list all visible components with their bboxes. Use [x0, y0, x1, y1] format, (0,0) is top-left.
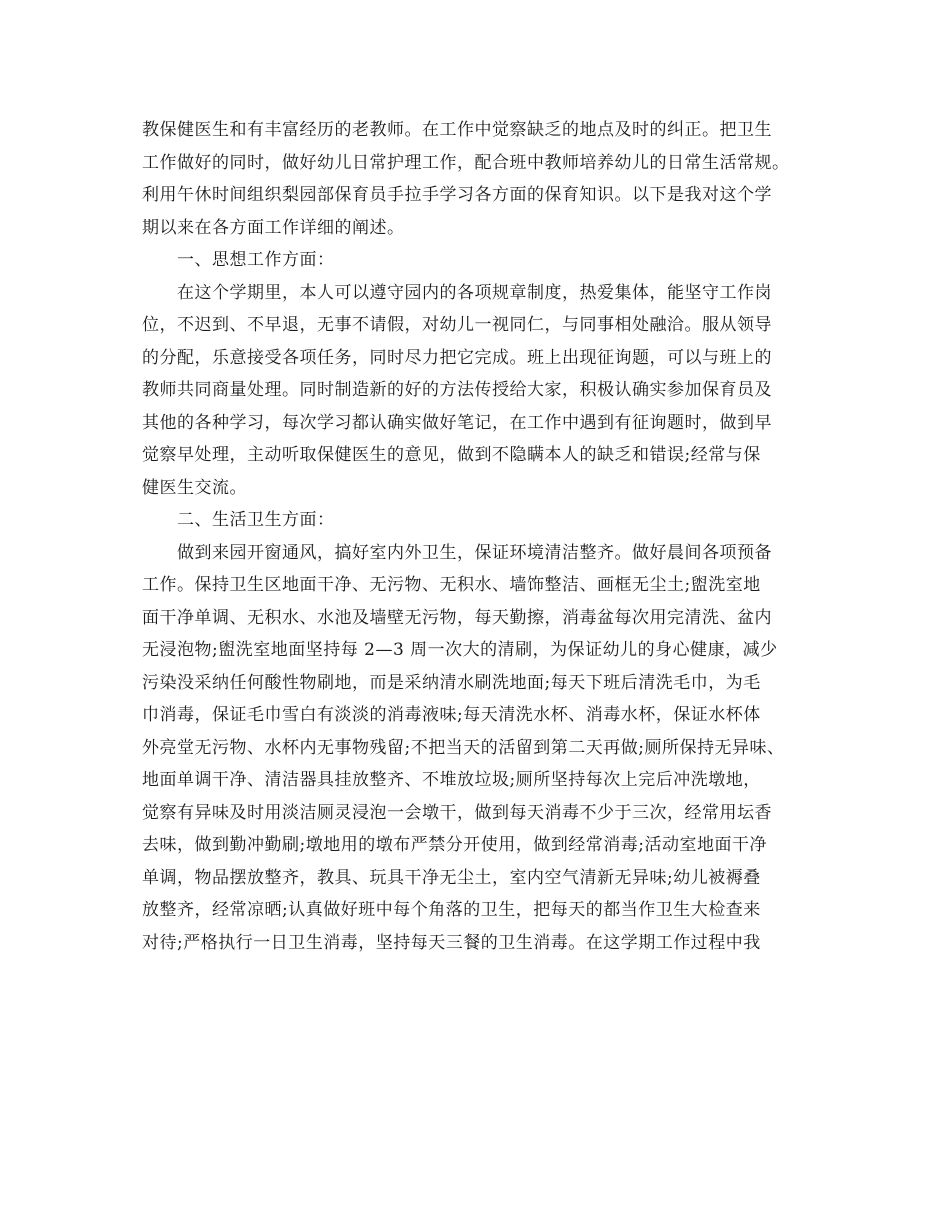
text-line: 对待;严格执行一日卫生消毒，坚持每天三餐的卫生消毒。在这学期工作过程中我 — [142, 932, 761, 953]
text-line: 无浸泡物;盥洗室地面坚持每 2—3 周一次大的清刷，为保证幼儿的身心健康，减少 — [142, 640, 778, 660]
text-line: 单调，物品摆放整齐，教具、玩具干净无尘土，室内空气清新无异味;幼儿被褥叠 — [142, 867, 761, 888]
text-line: 教保健医生和有丰富经历的老教师。在工作中觉察缺乏的地点及时的纠正。把卫生 — [142, 120, 772, 140]
text-line: 地面单调干净、清洁器具挂放整齐、不堆放垃圾;厕所坚持每次上完后冲洗墩地， — [142, 770, 761, 790]
text-line: 的分配，乐意接受各项任务，同时尽力把它完成。班上出现征询题，可以与班上的 — [142, 347, 772, 368]
text-line: 一、思想工作方面： — [177, 250, 335, 270]
text-line: 二、生活卫生方面： — [177, 510, 335, 530]
text-line: 巾消毒，保证毛巾雪白有淡淡的消毒液味;每天清洗水杯、消毒水杯，保证水杯体 — [142, 705, 761, 725]
text-line: 工作做好的同时，做好幼儿日常护理工作，配合班中教师培养幼儿的日常生活常规。 — [142, 152, 790, 173]
text-line: 外亮堂无污物、水杯内无事物残留;不把当天的活留到第二天再做;厕所保持无异味、 — [142, 737, 785, 758]
text-line: 期以来在各方面工作详细的阐述。 — [142, 217, 405, 238]
text-line: 面干净单调、无积水、水池及墙壁无污物，每天勤擦，消毒盆每次用完清洗、盆内 — [142, 607, 772, 628]
text-line: 做到来园开窗通风，搞好室内外卫生，保证环境清洁整齐。做好晨间各项预备 — [177, 542, 772, 563]
text-line: 放整齐，经常凉晒;认真做好班中每个角落的卫生，把每天的都当作卫生大检查来 — [142, 900, 761, 920]
document-body — [142, 114, 832, 959]
text-line: 觉察早处理，主动听取保健医生的意见，做到不隐瞒本人的缺乏和错误;经常与保 — [142, 445, 761, 465]
text-line: 其他的各种学习，每次学习都认确实做好笔记，在工作中遇到有征询题时，做到早 — [142, 412, 772, 433]
text-line: 位，不迟到、不早退，无事不请假，对幼儿一视同仁，与同事相处融洽。服从领导 — [142, 315, 772, 335]
text-line: 健医生交流。 — [142, 477, 247, 498]
text-line: 污染没采纳任何酸性物刷地，而是采纳清水刷洗地面;每天下班后清洗毛巾，为毛 — [142, 672, 761, 693]
text-line: 觉察有异味及时用淡洁厕灵浸泡一会墩干，做到每天消毒不少于三次，经常用坛香 — [142, 802, 772, 823]
text-line: 去味，做到勤冲勤刷;墩地用的墩布严禁分开使用，做到经常消毒;活动室地面干净 — [142, 835, 767, 855]
text-line: 利用午休时间组织梨园部保育员手拉手学习各方面的保育知识。以下是我对这个学 — [142, 185, 772, 205]
text-line: 工作。保持卫生区地面干净、无污物、无积水、墙饰整洁、画框无尘土;盥洗室地 — [142, 575, 761, 595]
text-line: 教师共同商量处理。同时制造新的好的方法传授给大家，积极认确实参加保育员及 — [142, 380, 772, 400]
text-line: 在这个学期里，本人可以遵守园内的各项规章制度，热爱集体，能坚守工作岗 — [177, 282, 772, 303]
